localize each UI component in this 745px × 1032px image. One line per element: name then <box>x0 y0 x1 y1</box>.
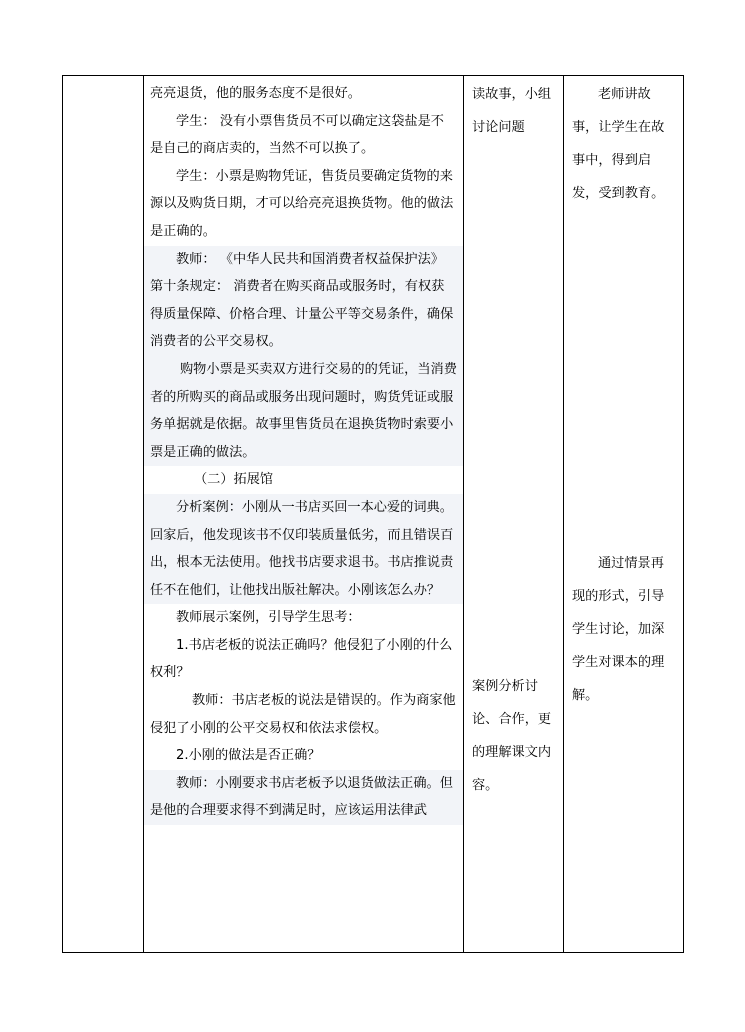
activity-text: 案例分析讨论、合作，更的理解课文内容。 <box>472 679 552 793</box>
content-paragraph: 学生： 没有小票售货员不可以确定这袋盐是不是自己的商店卖的，当然不可以换了。 <box>150 113 444 157</box>
activity-text: 读故事，小组讨论问题 <box>472 87 552 135</box>
content-paragraph: 购物小票是买卖双方进行交易的的凭证，当消费者的所购买的商品或服务出现问题时，购货凭证或服务单据就是依据。故事里售货员在退换货物时索要小票是正确的做法。 <box>144 356 463 466</box>
stage-column-cell <box>63 76 144 953</box>
table-row <box>63 76 684 953</box>
intent-text: 老师讲故事，让学生在故事中，得到启发，受到教育。 <box>572 87 665 201</box>
design-intent-cell <box>564 76 684 953</box>
content-paragraph: 教师：书店老板的说法是错误的。作为商家他侵犯了小刚的公平交易权和依法求偿权。 <box>150 693 456 736</box>
content-paragraph: 教师：小刚要求书店老板予以退货做法正确。但是他的合理要求得不到满足时，应该运用法律武 <box>144 770 463 825</box>
content-paragraph: 学生：小票是购物凭证，售货员要确定货物的来源以及购货日期，才可以给亮亮退换货物。他的做法是正确的。 <box>150 168 454 239</box>
teaching-content-cell <box>144 76 464 953</box>
content-paragraph: 教师展示案例，引导学生思考： <box>176 610 361 626</box>
content-paragraph: 2.小刚的做法是否正确？ <box>176 748 321 764</box>
section-heading: （二）拓展馆 <box>194 472 274 488</box>
intent-text: 通过情景再现的形式，引导学生讨论，加深学生对课本的理解。 <box>572 556 665 703</box>
student-activity-cell <box>464 76 564 953</box>
content-paragraph: 1.书店老板的说法正确吗？他侵犯了小刚的什么权利？ <box>150 637 453 681</box>
content-paragraph: 亮亮退货，他的服务态度不是很好。 <box>150 86 361 101</box>
lesson-plan-table <box>62 75 684 953</box>
content-paragraph: 教师： 《中华人民共和国消费者权益保护法》第十条规定： 消费者在购买商品或服务时，有权获得质量保障、价格合理、计量公平等交易条件，确保消费者的公平交易权。 <box>144 246 463 356</box>
content-paragraph: 分析案例：小刚从一书店买回一本心爱的词典。回家后，他发现该书不仅印装质量低劣，而且错误百出，根本无法使用。他找书店要求退书。书店推说责任不在他们，让他找出版社解决。小刚该怎么办？ <box>144 494 463 604</box>
